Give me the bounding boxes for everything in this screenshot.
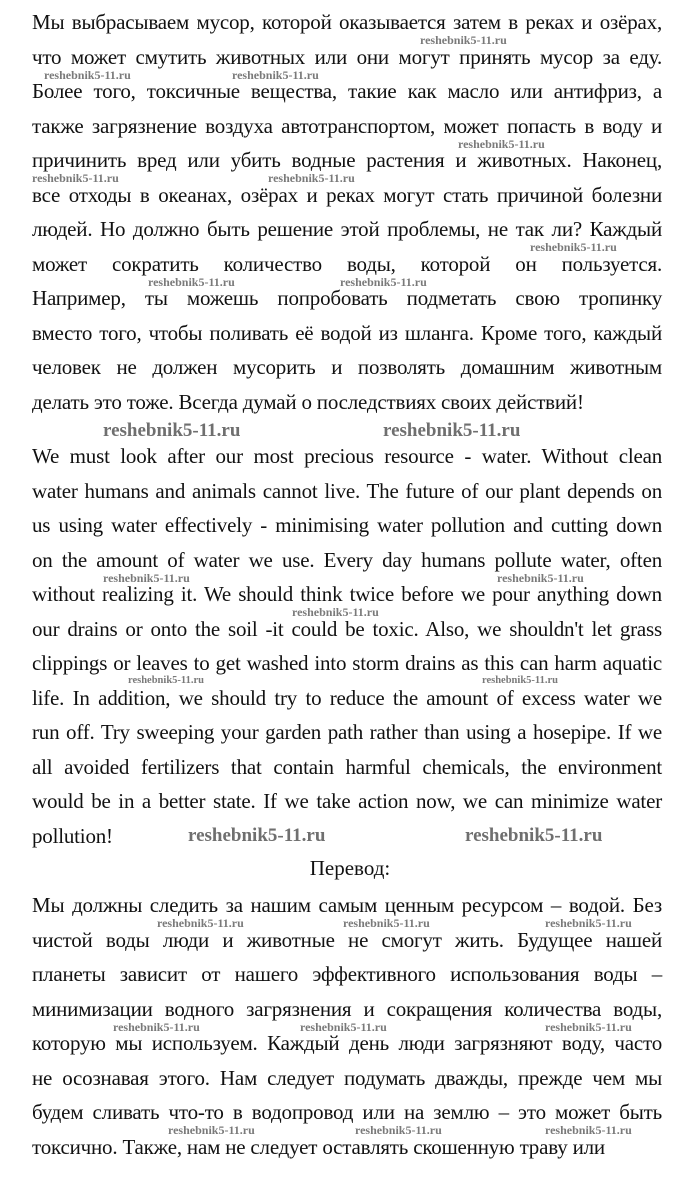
text-line: планеты зависит от нашего эффективного использования воды – bbox=[32, 962, 662, 986]
watermark: reshebnik5-11.ru bbox=[188, 825, 326, 846]
text-line: on the amount of water we use. Every day humans pollute water, often bbox=[32, 547, 662, 572]
text-line: минимизации водного загрязнения и сокращения количества воды, bbox=[32, 996, 662, 1021]
watermark: reshebnik5-11.ru bbox=[343, 916, 430, 930]
watermark: reshebnik5-11.ru bbox=[268, 171, 355, 185]
text-line: Мы должны следить за нашим самым ценным ресурсом – водой. Без bbox=[32, 893, 662, 917]
text-line: without realizing it. We should think twice before we pour anything down bbox=[32, 582, 662, 606]
text-line: We must look after our most precious resource - water. Without clean bbox=[32, 444, 662, 468]
watermark: reshebnik5-11.ru bbox=[545, 916, 632, 930]
text-line: would be in a better state. If we take action now, we can minimize water bbox=[32, 789, 662, 813]
watermark: reshebnik5-11.ru bbox=[103, 420, 241, 441]
text-line: человек не должен мусорить и позволять домашним животным bbox=[32, 355, 662, 379]
text-line: our drains or onto the soil -it could be toxic. Also, we shouldn't let grass bbox=[32, 616, 662, 641]
watermark: reshebnik5-11.ru bbox=[168, 1123, 255, 1137]
watermark: reshebnik5-11.ru bbox=[383, 420, 521, 441]
text-line: Например, ты можешь попробовать подметать свою тропинку bbox=[32, 286, 662, 310]
watermark: reshebnik5-11.ru bbox=[340, 274, 427, 289]
text-line: причинить вред или убить водные растения и животных. Наконец, bbox=[32, 148, 662, 172]
watermark: reshebnik5-11.ru bbox=[44, 67, 131, 82]
paragraph-english bbox=[32, 446, 662, 848]
watermark: reshebnik5-11.ru bbox=[465, 825, 603, 846]
text-line: water humans and animals cannot live. The future of our plant depends on bbox=[32, 478, 662, 503]
text-line: чистой воды люди и животные не смогут жить. Будущее нашей bbox=[32, 927, 662, 952]
translation-heading: Перевод: bbox=[309, 856, 391, 880]
watermark: reshebnik5-11.ru bbox=[300, 1019, 387, 1034]
watermark: reshebnik5-11.ru bbox=[497, 570, 584, 585]
text-line: all avoided fertilizers that contain harmful chemicals, the environment bbox=[32, 754, 662, 779]
watermark: reshebnik5-11.ru bbox=[355, 1123, 442, 1137]
text-line: run off. Try sweeping your garden path rather than using a hosepipe. If we bbox=[32, 720, 662, 744]
watermark: reshebnik5-11.ru bbox=[545, 1019, 632, 1034]
watermark: reshebnik5-11.ru bbox=[545, 1123, 632, 1137]
text-line: делать это тоже. Всегда думай о последствиях своих действий! bbox=[32, 389, 584, 414]
text-line: токсично. Также, нам не следует оставлять скошенную траву или bbox=[32, 1134, 605, 1159]
text-line: что может смутить животных или они могут принять мусор за еду. bbox=[32, 44, 662, 69]
watermark: reshebnik5-11.ru bbox=[103, 570, 190, 585]
watermark: reshebnik5-11.ru bbox=[420, 33, 507, 47]
text-line: pollution! bbox=[32, 823, 113, 848]
watermark: reshebnik5-11.ru bbox=[232, 67, 319, 82]
watermark: reshebnik5-11.ru bbox=[482, 675, 558, 686]
text-line: Более того, токсичные вещества, такие как масло или антифриз, а bbox=[32, 79, 662, 103]
text-line: Мы выбрасываем мусор, которой оказывается затем в реках и озёрах, bbox=[32, 10, 662, 34]
text-line: не осознавая этого. Нам следует подумать дважды, прежде чем мы bbox=[32, 1065, 662, 1090]
watermark: reshebnik5-11.ru bbox=[128, 675, 204, 686]
watermark: reshebnik5-11.ru bbox=[148, 274, 235, 289]
text-line: все отходы в океанах, озёрах и реках могут стать причиной болезни bbox=[32, 182, 662, 207]
text-line: us using water effectively - minimising water pollution and cutting down bbox=[32, 513, 662, 537]
watermark: reshebnik5-11.ru bbox=[530, 240, 617, 254]
text-line: life. In addition, we should try to reduce the amount of excess water we bbox=[32, 685, 662, 710]
watermark: reshebnik5-11.ru bbox=[157, 916, 244, 930]
watermark: reshebnik5-11.ru bbox=[113, 1019, 200, 1034]
text-line: которую мы используем. Каждый день люди загрязняют воду, часто bbox=[32, 1031, 662, 1055]
watermark: reshebnik5-11.ru bbox=[32, 171, 119, 185]
watermark: reshebnik5-11.ru bbox=[458, 136, 545, 151]
text-line: вместо того, чтобы поливать её водой из шланга. Кроме того, каждый bbox=[32, 320, 662, 345]
text-line: может сократить количество воды, которой он пользуется. bbox=[32, 251, 662, 276]
text-line: clippings or leaves to get washed into storm drains as this can harm aquatic bbox=[32, 651, 662, 675]
watermark: reshebnik5-11.ru bbox=[292, 605, 379, 619]
text-line: людей. Но должно быть решение этой проблемы, не так ли? Каждый bbox=[32, 217, 662, 241]
text-line: будем сливать что-то в водопровод или на землю – это может быть bbox=[32, 1100, 662, 1124]
text-line: также загрязнение воздуха автотранспортом, может попасть в воду и bbox=[32, 113, 662, 138]
